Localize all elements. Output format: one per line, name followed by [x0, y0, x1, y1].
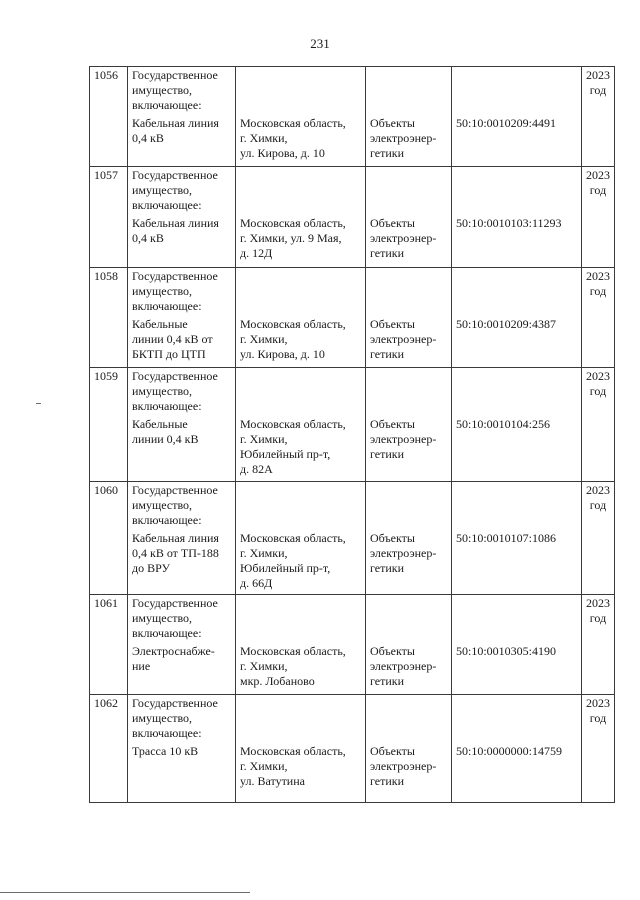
object-address: Московская область, г. Химки, Юбилейный пр-т, д. 66Д — [240, 531, 346, 590]
object-name-cell — [128, 167, 236, 268]
cadastral-number-cell — [452, 268, 582, 368]
address-cell — [236, 595, 366, 695]
page-number: 231 — [310, 36, 330, 51]
cadastral-number: 50:10:0010104:256 — [456, 417, 551, 431]
object-type-cell — [366, 482, 452, 595]
object-group-heading: Государственное имущество, включающее: — [132, 269, 218, 313]
object-name-cell — [128, 482, 236, 595]
object-address: Московская область, г. Химки, ул. Кирова, д. 10 — [240, 116, 346, 160]
object-address: Московская область, г. Химки, мкр. Лобаново — [240, 644, 346, 688]
cadastral-number-cell — [452, 368, 582, 482]
address-cell — [236, 268, 366, 368]
table-row — [90, 482, 615, 595]
table-row — [90, 595, 615, 695]
table-row — [90, 368, 615, 482]
cadastral-number-cell — [452, 67, 582, 167]
year-cell — [582, 167, 615, 268]
row-number-cell: 1058 — [90, 268, 128, 368]
year-cell — [582, 595, 615, 695]
object-type: Объекты электроэнер- гетики — [370, 317, 437, 361]
object-name: Кабельные линии 0,4 кВ — [132, 417, 199, 446]
address-cell — [236, 67, 366, 167]
year-cell — [582, 695, 615, 803]
row-number-cell: 1060 — [90, 482, 128, 595]
object-name-cell — [128, 695, 236, 803]
object-group-heading: Государственное имущество, включающее: — [132, 596, 218, 640]
table-row — [90, 695, 615, 803]
year-cell — [582, 368, 615, 482]
year-value: 2023 год — [586, 483, 610, 512]
year-cell — [582, 482, 615, 595]
cadastral-number-cell — [452, 482, 582, 595]
object-name: Кабельная линия 0,4 кВ от ТП-188 до ВРУ — [132, 531, 219, 575]
row-number-cell: 1059 — [90, 368, 128, 482]
row-number-cell: 1056 — [90, 67, 128, 167]
address-cell — [236, 167, 366, 268]
object-type: Объекты электроэнер- гетики — [370, 744, 437, 788]
object-name-cell — [128, 368, 236, 482]
object-name-cell — [128, 268, 236, 368]
object-type: Объекты электроэнер- гетики — [370, 417, 437, 461]
object-type: Объекты электроэнер- гетики — [370, 216, 437, 260]
cadastral-number: 50:10:0010209:4491 — [456, 116, 557, 130]
cadastral-number-cell — [452, 695, 582, 803]
object-group-heading: Государственное имущество, включающее: — [132, 168, 218, 212]
year-value: 2023 год — [586, 168, 610, 197]
object-type-cell — [366, 695, 452, 803]
year-value: 2023 год — [586, 369, 610, 398]
object-name: Трасса 10 кВ — [132, 744, 199, 758]
address-cell — [236, 482, 366, 595]
cadastral-number-cell — [452, 595, 582, 695]
year-value: 2023 год — [586, 68, 610, 97]
table-row — [90, 67, 615, 167]
object-group-heading: Государственное имущество, включающее: — [132, 68, 218, 112]
object-address: Московская область, г. Химки, ул. 9 Мая, д. 12Д — [240, 216, 346, 260]
object-name: Кабельные линии 0,4 кВ от БКТП до ЦТП — [132, 317, 213, 361]
scan-artifact-line — [0, 892, 250, 893]
object-group-heading: Государственное имущество, включающее: — [132, 483, 218, 527]
year-value: 2023 год — [586, 696, 610, 725]
object-name: Кабельная линия 0,4 кВ — [132, 116, 219, 145]
row-number-cell: 1061 — [90, 595, 128, 695]
object-group-heading: Государственное имущество, включающее: — [132, 696, 218, 740]
year-value: 2023 год — [586, 596, 610, 625]
cadastral-number: 50:10:0010209:4387 — [456, 317, 557, 331]
object-type-cell — [366, 268, 452, 368]
table-row — [90, 268, 615, 368]
table-row — [90, 167, 615, 268]
scan-artifact-dash — [36, 403, 41, 404]
object-address: Московская область, г. Химки, Юбилейный пр-т, д. 82А — [240, 417, 346, 476]
object-group-heading: Государственное имущество, включающее: — [132, 369, 218, 413]
object-type: Объекты электроэнер- гетики — [370, 531, 437, 575]
cadastral-number: 50:10:0010305:4190 — [456, 644, 557, 658]
year-cell — [582, 67, 615, 167]
address-cell — [236, 368, 366, 482]
object-name: Электроснабже- ние — [132, 644, 215, 673]
object-name-cell — [128, 595, 236, 695]
cadastral-number: 50:10:0010103:11293 — [456, 216, 562, 230]
address-cell — [236, 695, 366, 803]
object-type-cell — [366, 595, 452, 695]
object-name: Кабельная линия 0,4 кВ — [132, 216, 219, 245]
object-type: Объекты электроэнер- гетики — [370, 644, 437, 688]
object-type-cell — [366, 368, 452, 482]
cadastral-number-cell — [452, 167, 582, 268]
cadastral-number: 50:10:0010107:1086 — [456, 531, 557, 545]
year-value: 2023 год — [586, 269, 610, 298]
object-name-cell — [128, 67, 236, 167]
object-address: Московская область, г. Химки, ул. Ватутина — [240, 744, 346, 788]
object-type-cell — [366, 167, 452, 268]
object-type: Объекты электроэнер- гетики — [370, 116, 437, 160]
object-address: Московская область, г. Химки, ул. Кирова, д. 10 — [240, 317, 346, 361]
year-cell — [582, 268, 615, 368]
property-registry-table — [89, 66, 615, 803]
row-number-cell: 1062 — [90, 695, 128, 803]
object-type-cell — [366, 67, 452, 167]
row-number-cell: 1057 — [90, 167, 128, 268]
cadastral-number: 50:10:0000000:14759 — [456, 744, 563, 758]
